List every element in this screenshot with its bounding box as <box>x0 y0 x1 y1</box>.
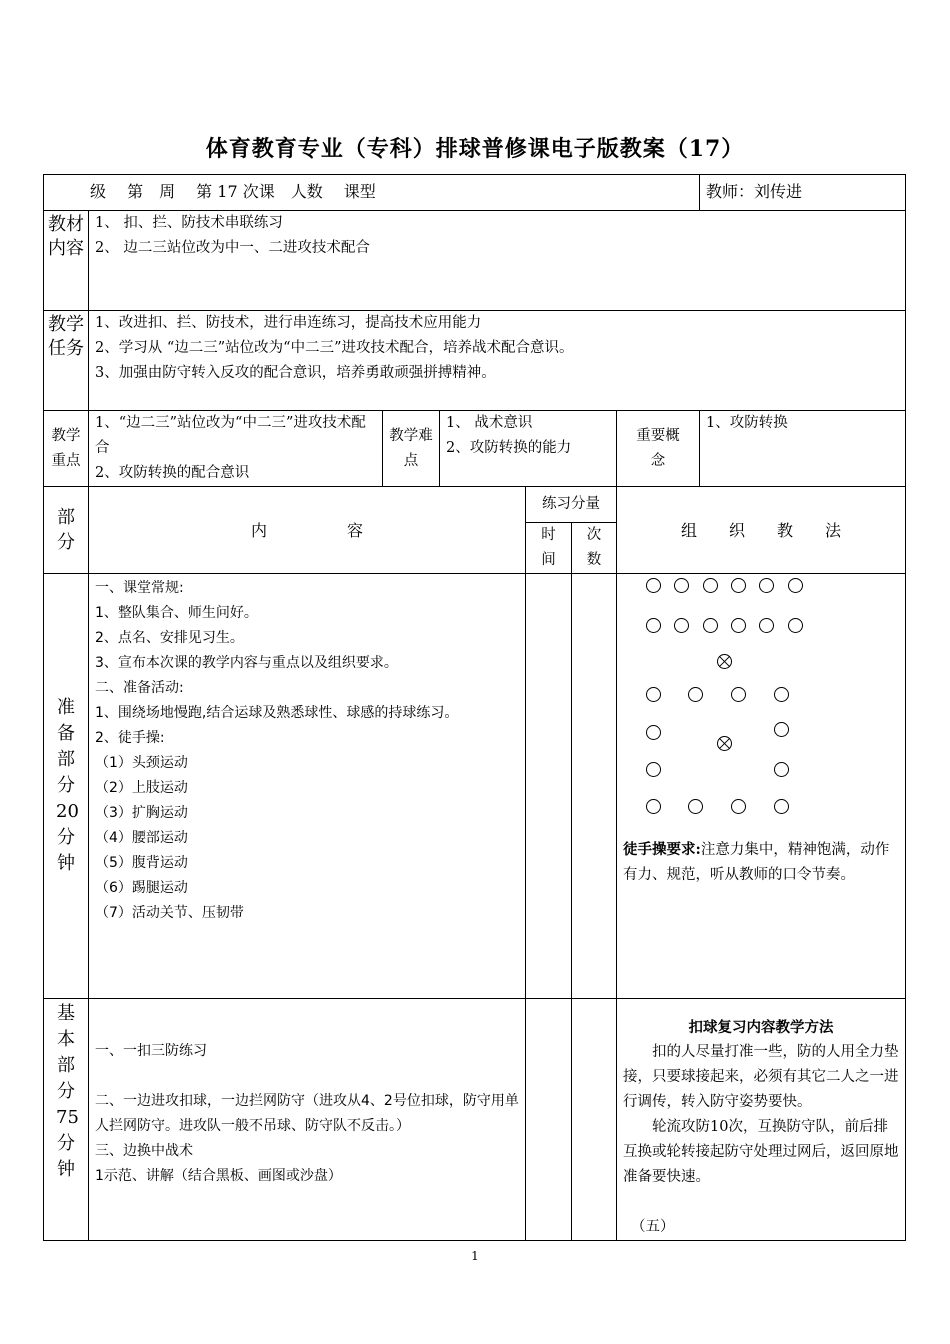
tasks-row <box>44 311 906 411</box>
teacher-marker <box>717 736 732 751</box>
method-paragraph: 扣的人尽量打准一些，防的人用全力垫接，只要球接起来，必须有其它二人之一进行调传，转入防守姿势要快。 <box>623 1044 899 1110</box>
prep-part-label: 准备部分20分钟 <box>44 574 89 999</box>
student-marker <box>703 578 718 593</box>
concepts-label: 重要概念 <box>617 411 700 487</box>
student-marker <box>788 578 803 593</box>
student-marker <box>731 687 746 702</box>
list-item: 1、围绕场地慢跑,结合运球及熟悉球性、球感的持球练习。 <box>95 705 459 721</box>
requirements-text: 注意力集中，精神饱满，动作有力、规范，听从教师的口令节奏。 <box>623 842 890 883</box>
method-paragraph: 轮流攻防10次，互换防守队，前后排互换或轮转接起防守处理过网后，返回原地准备要快速。 <box>623 1119 899 1185</box>
prep-section-row <box>44 574 906 999</box>
prep-count-cell <box>572 574 617 999</box>
materials-row <box>44 211 906 311</box>
list-item: 三、边换中战术 <box>95 1143 193 1159</box>
list-item: 1、改进扣、拦、防技术，进行串连练习，提高技术应用能力 <box>95 315 482 331</box>
time-column-header: 时间 <box>526 523 572 574</box>
student-marker <box>731 618 746 633</box>
basic-section-row <box>44 999 906 1241</box>
tasks-label: 教学任务 <box>44 311 89 411</box>
header-row <box>44 175 906 211</box>
page-number: 1 <box>471 1249 479 1263</box>
list-item: 一、一扣三防练习 <box>95 1043 207 1059</box>
student-marker <box>688 687 703 702</box>
list-item: （2）上肢运动 <box>95 780 188 796</box>
student-marker <box>703 618 718 633</box>
list-item: 1、攻防转换 <box>706 415 788 431</box>
method-column-header: 组 织 教 法 <box>617 487 906 574</box>
student-marker <box>674 618 689 633</box>
student-marker <box>759 578 774 593</box>
columns-row-1 <box>44 487 906 523</box>
student-marker <box>788 618 803 633</box>
list-item: 2、学习从 “边二三”站位改为“中二三”进攻技术配合，培养战术配合意识。 <box>95 340 574 356</box>
list-item: 2、 边二三站位改为中一、二进攻技术配合 <box>95 240 370 256</box>
prep-time-cell <box>526 574 572 999</box>
part-column-header: 部分 <box>44 487 89 574</box>
student-marker <box>731 799 746 814</box>
list-item: 1、“边二三”站位改为“中二三”进攻技术配合 <box>95 415 366 456</box>
method-section-marker: （五） <box>631 1219 675 1235</box>
materials-content <box>89 211 906 311</box>
student-marker <box>774 687 789 702</box>
student-marker <box>688 799 703 814</box>
count-column-header: 次数 <box>572 523 617 574</box>
list-item: （3）扩胸运动 <box>95 805 188 821</box>
student-marker <box>774 799 789 814</box>
list-item: 一、课堂常规: <box>95 580 184 596</box>
student-marker <box>759 618 774 633</box>
list-item: 1、整队集合、师生问好。 <box>95 605 258 621</box>
student-marker <box>646 762 661 777</box>
student-marker <box>646 578 661 593</box>
student-marker <box>646 618 661 633</box>
basic-time-cell <box>526 999 572 1241</box>
list-item: 1、 扣、拦、防技术串联练习 <box>95 215 283 231</box>
list-item: （1）头颈运动 <box>95 755 188 771</box>
list-item: （5）腹背运动 <box>95 855 188 871</box>
list-item: 二、准备活动: <box>95 680 184 696</box>
difficult-points-content <box>440 411 617 487</box>
page-title: 体育教育专业（专科）排球普修课电子版教案（17） <box>205 136 745 162</box>
list-item: 1示范、讲解（结合黑板、画图或沙盘） <box>95 1168 342 1184</box>
calisthenics-requirements <box>623 837 899 888</box>
list-item: 1、 战术意识 <box>446 415 533 431</box>
student-marker <box>646 725 661 740</box>
prep-content <box>89 574 526 999</box>
difficult-points-label: 教学难点 <box>383 411 440 487</box>
student-marker <box>646 799 661 814</box>
materials-label: 教材内容 <box>44 211 89 311</box>
student-marker <box>774 722 789 737</box>
list-item: 2、徒手操: <box>95 730 165 746</box>
list-item <box>95 1064 519 1089</box>
basic-count-cell <box>572 999 617 1241</box>
student-marker <box>674 578 689 593</box>
list-item: 2、点名、安排见习生。 <box>95 630 244 646</box>
list-item: （6）踢腿运动 <box>95 880 188 896</box>
student-marker <box>646 687 661 702</box>
tasks-content <box>89 311 906 411</box>
list-item: （7）活动关节、压韧带 <box>95 905 244 921</box>
list-item: 二、一边进攻扣球，一边拦网防守（进攻从4、2号位扣球，防守用单人拦网防守。进攻队一般不吊球、防守队不反击。） <box>95 1093 519 1134</box>
focus-row <box>44 411 906 487</box>
basic-method <box>617 999 906 1241</box>
key-points-content <box>89 411 383 487</box>
list-item: （4）腰部运动 <box>95 830 188 846</box>
list-item: 2、攻防转换的能力 <box>446 440 572 456</box>
class-info: 级 第 周 第 17 次课 人数 课型 <box>44 175 700 211</box>
student-marker <box>774 762 789 777</box>
list-item: 3、加强由防守转入反攻的配合意识，培养勇敢顽强拼搏精神。 <box>95 365 496 381</box>
concepts-content <box>700 411 906 487</box>
basic-content <box>89 999 526 1241</box>
prep-method <box>617 574 906 999</box>
method-heading: 扣球复习内容教学方法 <box>688 1019 834 1036</box>
student-marker <box>731 578 746 593</box>
teacher-marker <box>717 654 732 669</box>
content-column-header: 内 容 <box>89 487 526 574</box>
list-item: 3、宣布本次课的教学内容与重点以及组织要求。 <box>95 655 398 671</box>
lesson-plan-table <box>43 174 906 1241</box>
formation-diagram <box>623 574 899 829</box>
amount-column-header: 练习分量 <box>526 487 617 523</box>
list-item: 2、攻防转换的配合意识 <box>95 465 250 481</box>
teacher-name: 教师：刘传进 <box>700 175 906 211</box>
key-points-label: 教学重点 <box>44 411 89 487</box>
requirements-label: 徒手操要求: <box>623 841 701 858</box>
basic-part-label: 基本部分75分钟 <box>44 999 89 1241</box>
